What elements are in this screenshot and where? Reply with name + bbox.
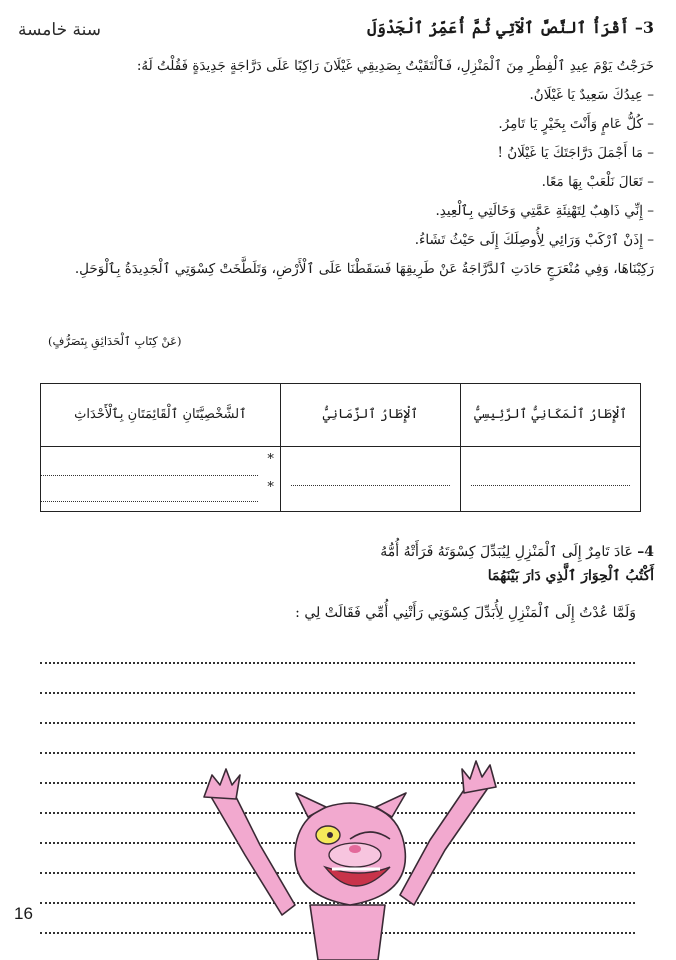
exercise-4 [380, 540, 654, 588]
answer-line[interactable] [41, 459, 258, 476]
dialogue-line: – مَا أَجْمَلَ دَرَّاجَتَكَ يَا غَيْلَانُ ! [497, 145, 654, 161]
panther-body [310, 905, 385, 960]
right-hand [462, 761, 496, 793]
writing-line[interactable] [40, 722, 635, 724]
writing-line[interactable] [40, 752, 635, 754]
analysis-table [40, 383, 641, 512]
dialogue-starter: وَلَمَّا عُدْتُ إِلَى ٱلْمَنْزِلِ لِأُبَدِّلَ كِسْوَتِي رَأَتْنِي أُمِّي فَقَالَتْ لِي : [295, 605, 636, 621]
left-arm [210, 785, 295, 915]
exercise-3-title: 3– أَقْرَأُ ٱلنَّصَّ ٱلْآتِي ثُمَّ أُعَمِّرُ ٱلْجَدْوَلَ [367, 18, 654, 37]
right-arm [400, 777, 490, 905]
exercise-4-prompt: عَادَ تَامِرٌ إِلَى ٱلْمَنْزِلِ لِيُبَدِّلَ كِسْوَتَهُ فَرَأَتْهُ أُمُّهُ [380, 544, 633, 560]
grade-label: سنة خامسة [18, 20, 101, 40]
page-number: 16 [14, 904, 33, 923]
story-intro: خَرَجْتُ يَوْمَ عِيدِ ٱلْفِطْرِ مِنَ ٱلْمَنْزِلِ، فَٱلْتَقَيْتُ بِصَدِيقِي غَيْلَانَ رَاكِبًا عَلَى دَرَّاجَةٍ جَدِيدَةٍ فَقُلْتُ لَهُ: [136, 58, 654, 74]
writing-line[interactable] [40, 692, 635, 694]
pink-panther-illustration [200, 755, 500, 960]
story-ending: رَكِبْنَاهَا، وَفِي مُنْعَرَجٍ حَادَتِ ٱلدَّرَّاجَةُ عَنْ طَرِيقِهَا فَسَقَطْنَا عَلَى ٱلْأَرْضِ، وَتَلَطَّخَتْ كِسْوَتِي ٱلْجَدِيدَةُ بِٱلْوَحَلِ. [74, 261, 654, 277]
dialogue-line: – إِذَنْ ٱرْكَبْ وَرَائِي لِأُوصِلَكَ إِلَى حَيْثُ تَشَاءُ. [414, 232, 654, 248]
source-citation: (عَنْ كِتَابِ ٱلْحَدَائِقِ بِتَصَرُّفٍ) [48, 334, 182, 348]
header-characters: ٱلشَّخْصِيَّتَانِ ٱلْقَائِمَتَانِ بِٱلْأَحْدَاثِ [41, 384, 281, 447]
table-header-row [41, 384, 641, 447]
story-text [24, 52, 654, 284]
answer-line[interactable] [41, 485, 258, 502]
bullet-star: * [267, 480, 274, 495]
dialogue-line: – إِنِّي ذَاهِبٌ لِتَهْنِئَةِ عَمَّتِي وَخَالَتِي بِٱلْعِيدِ. [435, 203, 654, 219]
bullet-star: * [267, 452, 274, 467]
dialogue-line: – تَعَالَ نَلْعَبْ بِهَا مَعًا. [541, 174, 654, 190]
left-pupil [327, 832, 333, 838]
answer-cell-characters[interactable] [41, 447, 281, 512]
nose [349, 845, 361, 853]
answer-cell-time[interactable] [280, 447, 460, 512]
exercise-4-number: 4– [637, 544, 654, 560]
writing-line[interactable] [40, 662, 635, 664]
exercise-4-task: أَكْتُبُ ٱلْحِوَارَ ٱلَّذِي دَارَ بَيْنَهُمَا [487, 568, 654, 584]
header-time: ٱلْإِطَارُ ٱلزَّمَانِيُّ [280, 384, 460, 447]
answer-line[interactable] [291, 469, 450, 486]
answer-cell-place[interactable] [460, 447, 640, 512]
dialogue-line: – عِيدُكَ سَعِيدٌ يَا غَيْلَانُ. [529, 87, 654, 103]
dialogue-line: – كُلُّ عَامٍ وَأَنْتَ بِخَيْرٍ يَا تَامِرُ. [498, 116, 654, 132]
table-answer-row [41, 447, 641, 512]
header-place: ٱلْإِطَارُ ٱلْمَكَانِيُّ ٱلرَّئِيسِيُّ [460, 384, 640, 447]
answer-line[interactable] [471, 469, 630, 486]
left-hand [204, 769, 240, 799]
